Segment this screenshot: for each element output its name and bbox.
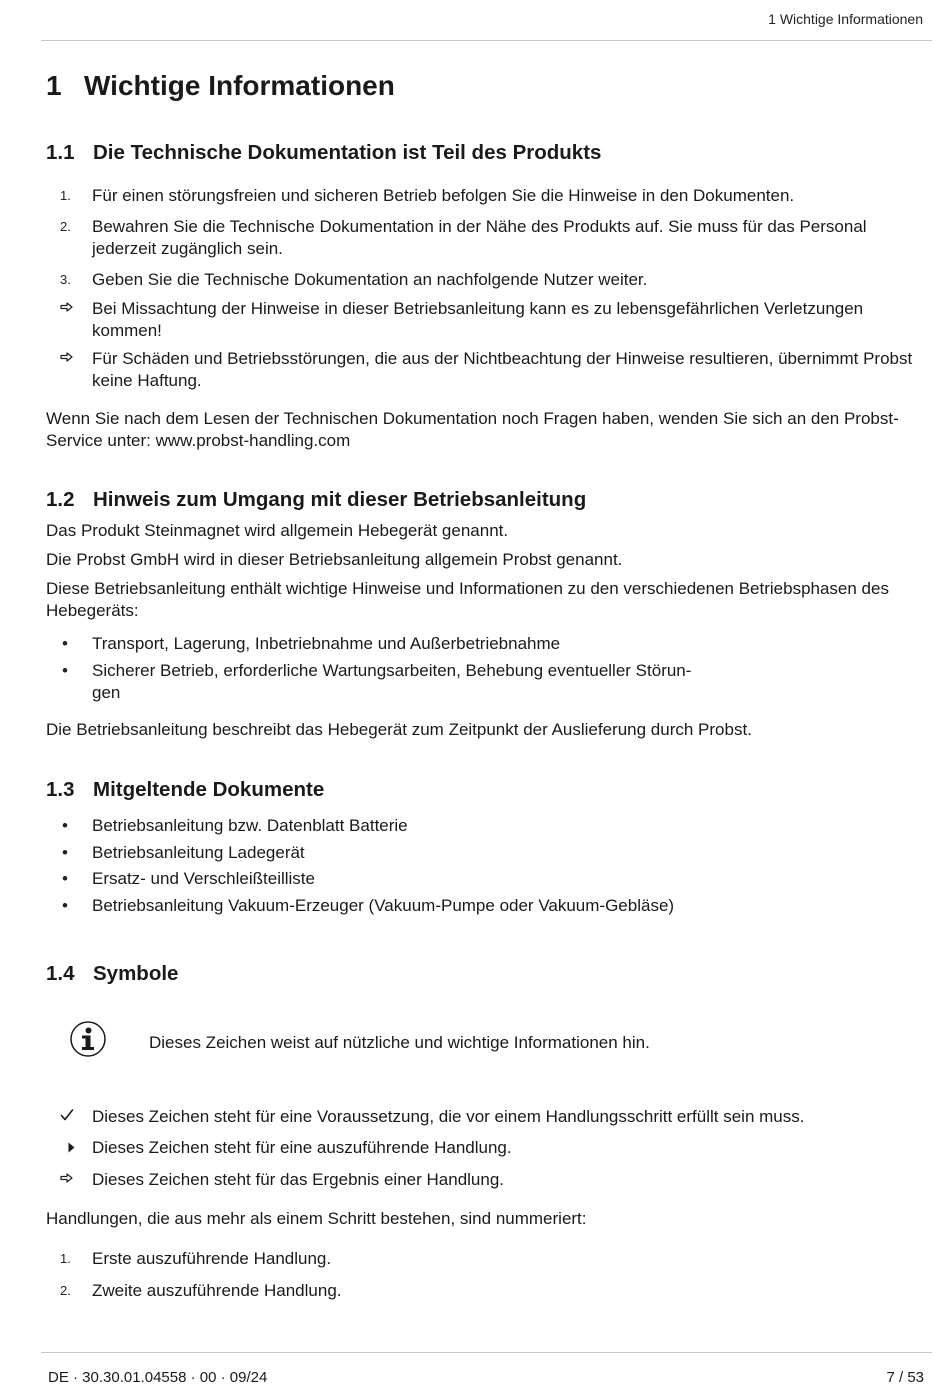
- step-number: 2.: [60, 1283, 71, 1298]
- contact-paragraph: Wenn Sie nach dem Lesen der Technischen Dokumentation noch Fragen haben, wenden Sie sich an den Probst-Service unter: www.probst-handling.com: [46, 409, 899, 450]
- document-id: DE · 30.30.01.04558 · 00 · 09/24: [48, 1369, 268, 1386]
- bullet-text: Betriebsanleitung Vakuum-Erzeuger (Vakuum-Pumpe oder Vakuum-Gebläse): [92, 896, 675, 915]
- footer-rule: [41, 1352, 932, 1353]
- section-number: 1.4: [46, 962, 75, 985]
- bullet-text-continuation: gen: [92, 683, 121, 702]
- bullet-marker: •: [62, 896, 68, 915]
- section-heading-1-4: [46, 962, 178, 986]
- bullet-text: Betriebsanleitung Ladegerät: [92, 843, 305, 862]
- symbol-item: [46, 1106, 916, 1128]
- result-item: [46, 348, 916, 392]
- section-title: Symbole: [93, 962, 179, 985]
- chapter-number: 1: [46, 70, 62, 101]
- step-text: Für einen störungsfreien und sicheren Betrieb befolgen Sie die Hinweise in den Dokumenten.: [92, 186, 795, 205]
- result-item: [46, 298, 916, 342]
- bullet-marker: •: [62, 661, 68, 680]
- section-heading-1-1: [46, 141, 601, 165]
- bullet-item: [46, 660, 916, 704]
- step-text: Zweite auszuführende Handlung.: [92, 1281, 342, 1300]
- bullet-item: [46, 868, 916, 890]
- chapter-title: Wichtige Informationen: [84, 70, 395, 101]
- step-text: Erste auszuführende Handlung.: [92, 1249, 332, 1268]
- symbol-text: Dieses Zeichen steht für eine auszuführende Handlung.: [92, 1138, 512, 1157]
- chapter-heading: [46, 70, 395, 102]
- bullet-item: [46, 895, 916, 917]
- bullet-item: [46, 633, 916, 655]
- section-number: 1.3: [46, 778, 75, 801]
- symbol-text: Dieses Zeichen steht für das Ergebnis einer Handlung.: [92, 1170, 505, 1189]
- numbered-step: [46, 1248, 916, 1270]
- section-heading-1-2: [46, 488, 586, 512]
- step-text: Geben Sie die Technische Dokumentation an nachfolgende Nutzer weiter.: [92, 270, 648, 289]
- numbered-step: [46, 185, 916, 207]
- paragraph: Diese Betriebsanleitung enthält wichtige Hinweise und Informationen zu den verschiedenen Betriebsphasen des Hebegeräts:: [46, 579, 889, 620]
- paragraph: Das Produkt Steinmagnet wird allgemein Hebegerät genannt.: [46, 521, 509, 540]
- triangle-right-icon: [68, 1142, 94, 1153]
- checkmark-icon: [60, 1108, 86, 1122]
- section-title: Mitgeltende Dokumente: [93, 778, 325, 801]
- section-number: 1.1: [46, 141, 75, 164]
- running-header: 1 Wichtige Informationen: [768, 11, 923, 27]
- numbered-step: [46, 269, 916, 291]
- section-title: Die Technische Dokumentation ist Teil des Produkts: [93, 141, 602, 164]
- step-number: 2.: [60, 219, 71, 234]
- step-number: 3.: [60, 272, 71, 287]
- section-number: 1.2: [46, 488, 75, 511]
- result-text: Bei Missachtung der Hinweise in dieser Betriebsanleitung kann es zu lebensgefährlichen Verletzungen kommen!: [92, 299, 864, 340]
- info-icon: [69, 1020, 107, 1058]
- symbol-text: Dieses Zeichen steht für eine Voraussetzung, die vor einem Handlungsschritt erfüllt sein muss.: [92, 1107, 805, 1126]
- section-heading-1-3: [46, 778, 324, 802]
- step-text: Bewahren Sie die Technische Dokumentation in der Nähe des Produkts auf. Sie muss für das Personal jederzeit zugänglich sein.: [92, 217, 867, 258]
- result-text: Für Schäden und Betriebsstörungen, die aus der Nichtbeachtung der Hinweise resultieren, übernimmt Probst keine Haftung.: [92, 349, 913, 390]
- numbered-step: [46, 1280, 916, 1302]
- bullet-item: [46, 815, 916, 837]
- paragraph: Die Betriebsanleitung beschreibt das Hebegerät zum Zeitpunkt der Auslieferung durch Probst.: [46, 720, 752, 739]
- section-title: Hinweis zum Umgang mit dieser Betriebsanleitung: [93, 488, 587, 511]
- steps-intro: Handlungen, die aus mehr als einem Schritt bestehen, sind nummeriert:: [46, 1209, 587, 1228]
- symbol-item: [46, 1169, 916, 1191]
- bullet-marker: •: [62, 869, 68, 888]
- bullet-text: Sicherer Betrieb, erforderliche Wartungsarbeiten, Behebung eventueller Störun-: [92, 661, 692, 680]
- bullet-marker: •: [62, 816, 68, 835]
- bullet-text: Betriebsanleitung bzw. Datenblatt Batterie: [92, 816, 408, 835]
- bullet-text: Ersatz- und Verschleißteilliste: [92, 869, 315, 888]
- step-number: 1.: [60, 1251, 71, 1266]
- result-arrow-icon: [60, 352, 86, 362]
- symbol-item: [46, 1137, 916, 1159]
- info-text: Dieses Zeichen weist auf nützliche und wichtige Informationen hin.: [149, 1033, 650, 1052]
- header-rule: [41, 40, 932, 41]
- step-number: 1.: [60, 188, 71, 203]
- bullet-marker: •: [62, 843, 68, 862]
- page-number: 7 / 53: [886, 1369, 924, 1386]
- bullet-item: [46, 842, 916, 864]
- result-arrow-icon: [60, 302, 86, 312]
- paragraph: Die Probst GmbH wird in dieser Betriebsanleitung allgemein Probst genannt.: [46, 550, 623, 569]
- bullet-marker: •: [62, 634, 68, 653]
- bullet-text: Transport, Lagerung, Inbetriebnahme und Außerbetriebnahme: [92, 634, 561, 653]
- numbered-step: [46, 216, 916, 260]
- result-arrow-icon: [60, 1173, 86, 1183]
